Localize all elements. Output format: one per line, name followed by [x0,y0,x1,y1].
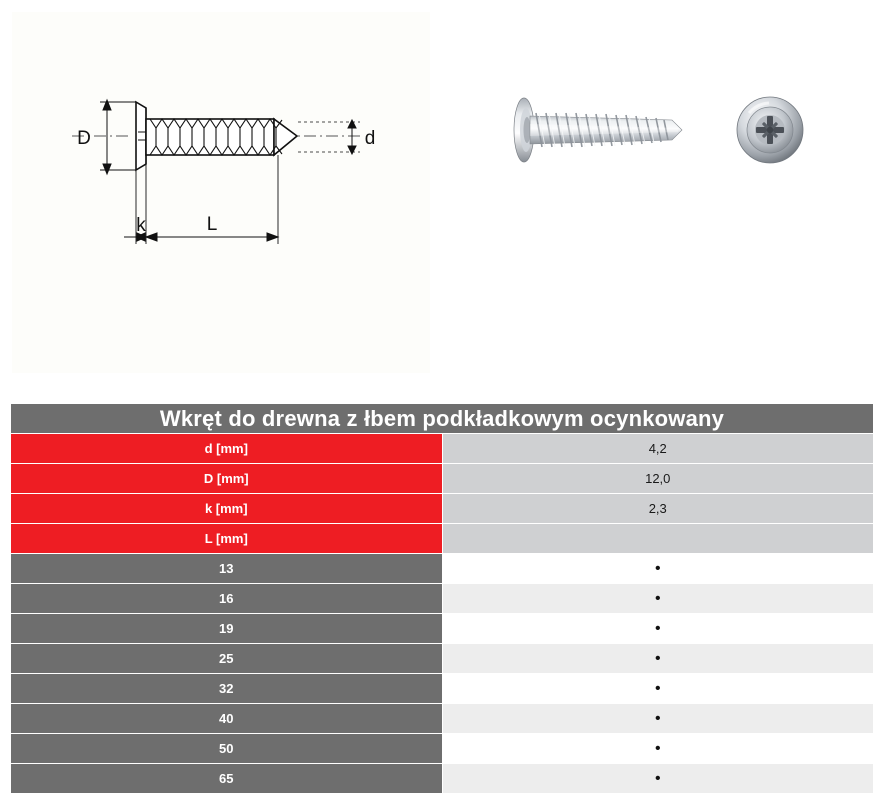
dimension-label-D: D [77,128,91,149]
spec-label-d: d [mm] [11,434,443,464]
table-row [11,554,874,584]
table-row [11,614,874,644]
dimension-label-k: k [136,215,146,236]
availability-mark-32: • [442,674,874,704]
technical-drawing-panel [12,12,430,373]
dimension-label-d: d [364,128,376,149]
screw-side-photo [500,80,720,180]
length-value-25: 25 [11,644,443,674]
table-row [11,644,874,674]
length-value-40: 40 [11,704,443,734]
spec-label-k: k [mm] [11,494,443,524]
spec-label-D: D [mm] [11,464,443,494]
screw-technical-drawing [12,12,430,373]
table-row [11,524,874,554]
table-row [11,704,874,734]
table-title-row [11,404,874,434]
spec-value-D: 12,0 [442,464,874,494]
dimension-label-L: L [206,214,218,235]
length-value-19: 19 [11,614,443,644]
specification-table [10,403,874,794]
table-row [11,764,874,794]
spec-label-L: L [mm] [11,524,443,554]
table-row [11,494,874,524]
availability-mark-65: • [442,764,874,794]
spec-value-d: 4,2 [442,434,874,464]
specification-table-wrapper [10,403,874,794]
length-value-65: 65 [11,764,443,794]
table-row [11,464,874,494]
availability-mark-13: • [442,554,874,584]
length-value-16: 16 [11,584,443,614]
availability-mark-40: • [442,704,874,734]
table-row [11,434,874,464]
availability-mark-16: • [442,584,874,614]
table-row [11,584,874,614]
length-value-13: 13 [11,554,443,584]
availability-mark-19: • [442,614,874,644]
product-figure-area [0,0,884,385]
screw-head-top-photo [735,95,805,165]
table-row [11,734,874,764]
table-title: Wkręt do drewna z łbem podkładkowym ocynkowany [11,404,874,434]
length-value-32: 32 [11,674,443,704]
availability-mark-50: • [442,734,874,764]
length-value-50: 50 [11,734,443,764]
table-row [11,674,874,704]
spec-value-k: 2,3 [442,494,874,524]
availability-mark-25: • [442,644,874,674]
spec-value-L [442,524,874,554]
